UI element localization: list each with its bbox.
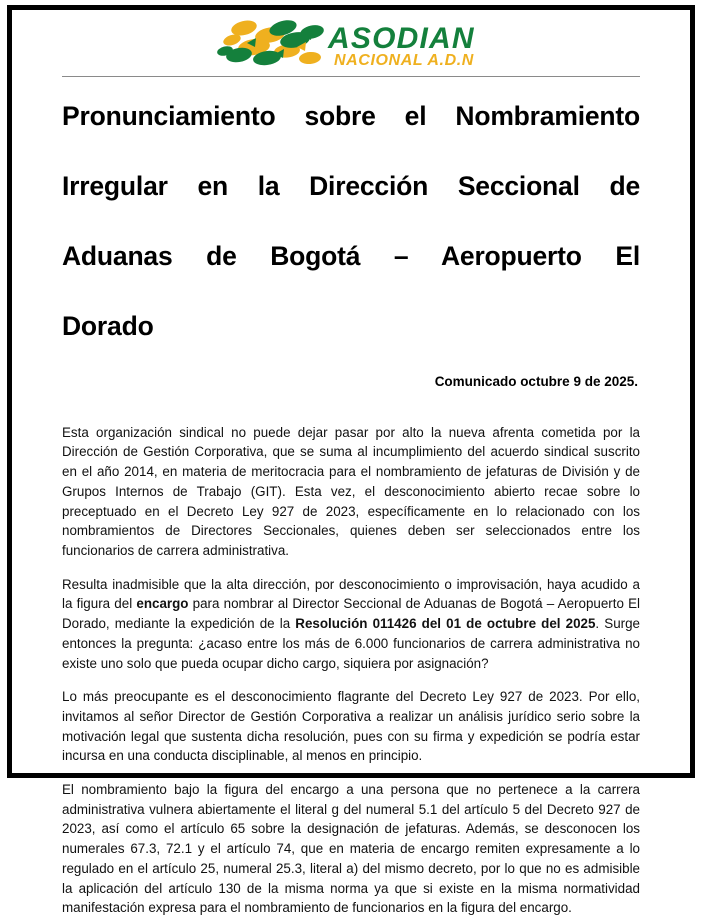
document-content <box>62 99 640 918</box>
page-title-line-4: Dorado <box>62 310 154 341</box>
document-header <box>12 10 690 72</box>
paragraph-3: Lo más preocupante es el desconocimiento flagrante del Decreto Ley 927 de 2023. Por ello, invitamos al señor Director de Gestión Corporativa a realizar un análisis jurídico serio sobre la motivación legal que sustenta dicha resolución, pues con su firma y expedición se podría estar incursa en una conducta disciplinable, al menos en principio. <box>62 689 640 764</box>
paragraph-2-part-c: para nombrar al Director Seccional de Aduanas de Bogotá – Aeropuerto El Dorado, mediante la expedición de la <box>62 596 641 632</box>
paragraph-1: Esta organización sindical no puede dejar pasar por alto la nueva afrenta cometida por la Dirección de Gestión Corporativa, que se suma al incumplimiento del acuerdo sindical suscrito en el año 2014, en materia de meritocracia para el nombramiento de jefaturas de División y de Grupos Internos de Trabajo (GIT). Esta vez, el desconocimiento abierto recae sobre lo preceptuado en el Decreto Ley 927 de 2023, específicamente en lo relacionado con los nombramientos de Directores Seccionales, quienes deben ser seleccionados entre los funcionarios de carrera administrativa. <box>62 424 640 558</box>
paragraph-2-bold-encargo: encargo <box>136 596 189 612</box>
page-title <box>62 99 640 344</box>
page-title-line-2: Irregular en la Dirección Seccional de <box>62 170 640 201</box>
logo-wordmark-primary: ASODIAN <box>328 22 475 55</box>
page-title-line-3: Aduanas de Bogotá – Aeropuerto El <box>62 240 640 271</box>
document-paragraphs <box>62 423 640 918</box>
page-title-line-1: Pronunciamiento sobre el Nombramiento <box>62 101 640 131</box>
communique-date: Comunicado octubre 9 de 2025. <box>434 373 638 389</box>
asodian-logo-icon <box>217 16 485 70</box>
paragraph-2-part-e: . Surge entonces la pregunta: ¿acaso entre los más de 6.000 funcionarios de carrera administrativa no existe uno solo que pueda ocupar dicho cargo, siquiera por asignación? <box>62 616 641 671</box>
document-body <box>12 10 690 916</box>
paragraph-4: El nombramiento bajo la figura del encargo a una persona que no pertenece a la carrera administrativa vulnera abiertamente el literal g del numeral 5.1 del artículo 5 del Decreto 927 de 2023, así como el artículo 65 sobre la designación de jefaturas. Además, se desconocen los numerales 67.3, 72.1 y el artículo 74, que en materia de encargo remiten expresamente a lo regulado en el artículo 25, numeral 25.3, literal a) del mismo decreto, por lo que no es admisible la aplicación del artículo 130 de la misma norma ya que si existe en la misma normatividad manifestación expresa para el nombramiento de funcionarios en la figura del encargo. <box>62 782 640 916</box>
document-page <box>7 5 695 916</box>
paragraph-2-part-a: Resulta inadmisible que la alta dirección, por desconocimiento o improvisación, haya acudido a la figura del <box>62 576 640 612</box>
paragraph-2 <box>62 575 640 674</box>
asodian-logo <box>217 16 485 70</box>
paragraph-2-bold-resolucion: Resolución 011426 del 01 de octubre del 2025 <box>295 616 596 632</box>
logo-wordmark-secondary: NACIONAL A.D.N <box>334 52 474 69</box>
header-divider <box>62 76 640 77</box>
